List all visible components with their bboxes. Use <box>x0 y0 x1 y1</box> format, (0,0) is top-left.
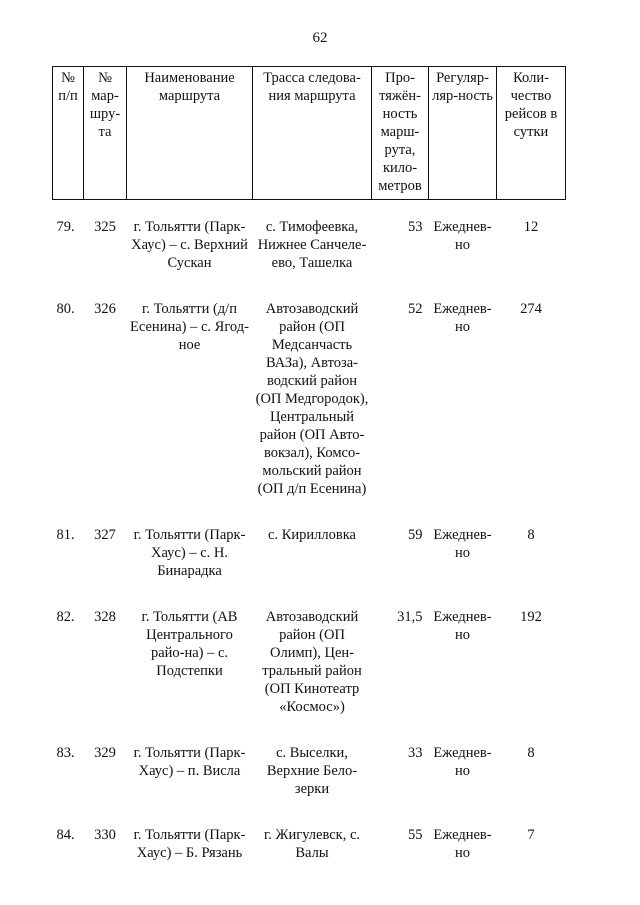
cell-name: г. Тольятти (Парк-Хаус) – с. Н. Бинарадка <box>133 527 246 579</box>
cell-num: 80. <box>56 301 75 317</box>
cell-trips: 8 <box>527 527 535 543</box>
header-path: Трасса следова-ния маршрута <box>253 67 372 200</box>
cell-trips: 192 <box>520 609 542 625</box>
cell-regularity: Ежеднев-но <box>433 609 492 643</box>
cell-trips: 274 <box>520 301 542 317</box>
cell-regularity: Ежеднев-но <box>433 301 492 335</box>
table-row <box>53 520 566 602</box>
cell-num: 79. <box>56 219 75 235</box>
cell-num: 81. <box>56 527 75 543</box>
cell-regularity: Ежеднев-но <box>433 527 492 561</box>
table-row <box>53 200 566 295</box>
cell-path: с. Выселки, Верхние Бело-зерки <box>266 745 358 797</box>
table-row <box>53 602 566 738</box>
cell-name: г. Тольятти (д/п Есенина) – с. Ягод-ное <box>130 301 249 353</box>
cell-length: 33 <box>408 745 423 761</box>
cell-length: 59 <box>408 527 423 543</box>
table-row <box>53 820 566 884</box>
cell-regularity: Ежеднев-но <box>433 219 492 253</box>
header-regularity: Регуляр-ляр-ность <box>429 67 497 200</box>
cell-name: г. Тольятти (АВ Центрального райо-на) – с. Подстепки <box>141 609 238 679</box>
cell-route: 328 <box>94 609 116 625</box>
routes-table <box>52 66 566 884</box>
cell-path: г. Жигулевск, с. Валы <box>263 827 361 861</box>
cell-trips: 8 <box>527 745 535 761</box>
cell-route: 327 <box>94 527 116 543</box>
cell-path: Автозаводский район (ОП Медсанчасть ВАЗа), Автоза-водский район (ОП Медгородок), Центральный район (ОП Авто-вокзал), Комсо-мольский район (ОП д/п Есенина) <box>255 301 369 497</box>
header-route-no: № мар-шру-та <box>84 67 127 200</box>
cell-regularity: Ежеднев-но <box>433 745 492 779</box>
cell-path: Автозаводский район (ОП Олимп), Цен-тральный район (ОП Кинотеатр «Космос») <box>262 609 362 715</box>
cell-name: г. Тольятти (Парк-Хаус) – п. Висла <box>133 745 246 779</box>
cell-length: 52 <box>408 301 423 317</box>
header-num: № п/п <box>53 67 84 200</box>
cell-trips: 7 <box>527 827 535 843</box>
cell-length: 53 <box>408 219 423 235</box>
cell-path: с. Кирилловка <box>268 527 356 543</box>
header-trips: Коли-чество рейсов в сутки <box>497 67 566 200</box>
table-header <box>53 67 566 200</box>
cell-trips: 12 <box>523 219 539 235</box>
cell-route: 330 <box>94 827 116 843</box>
cell-length: 31,5 <box>397 609 423 625</box>
cell-path: с. Тимофеевка, Нижнее Санчеле-ево, Ташелка <box>257 219 367 271</box>
cell-num: 83. <box>56 745 75 761</box>
header-name: Наименование маршрута <box>127 67 253 200</box>
cell-route: 325 <box>94 219 116 235</box>
cell-num: 84. <box>56 827 75 843</box>
cell-name: г. Тольятти (Парк-Хаус) – с. Верхний Сускан <box>131 219 248 271</box>
cell-num: 82. <box>56 609 75 625</box>
table-row <box>53 294 566 520</box>
table-row <box>53 738 566 820</box>
cell-regularity: Ежеднев-но <box>433 827 492 861</box>
page-number: 62 <box>312 30 328 46</box>
cell-route: 326 <box>94 301 116 317</box>
cell-name: г. Тольятти (Парк-Хаус) – Б. Рязань <box>133 827 246 861</box>
header-length: Про-тяжён-ность марш-рута, кило-метров <box>372 67 429 200</box>
cell-length: 55 <box>408 827 423 843</box>
cell-route: 329 <box>94 745 116 761</box>
